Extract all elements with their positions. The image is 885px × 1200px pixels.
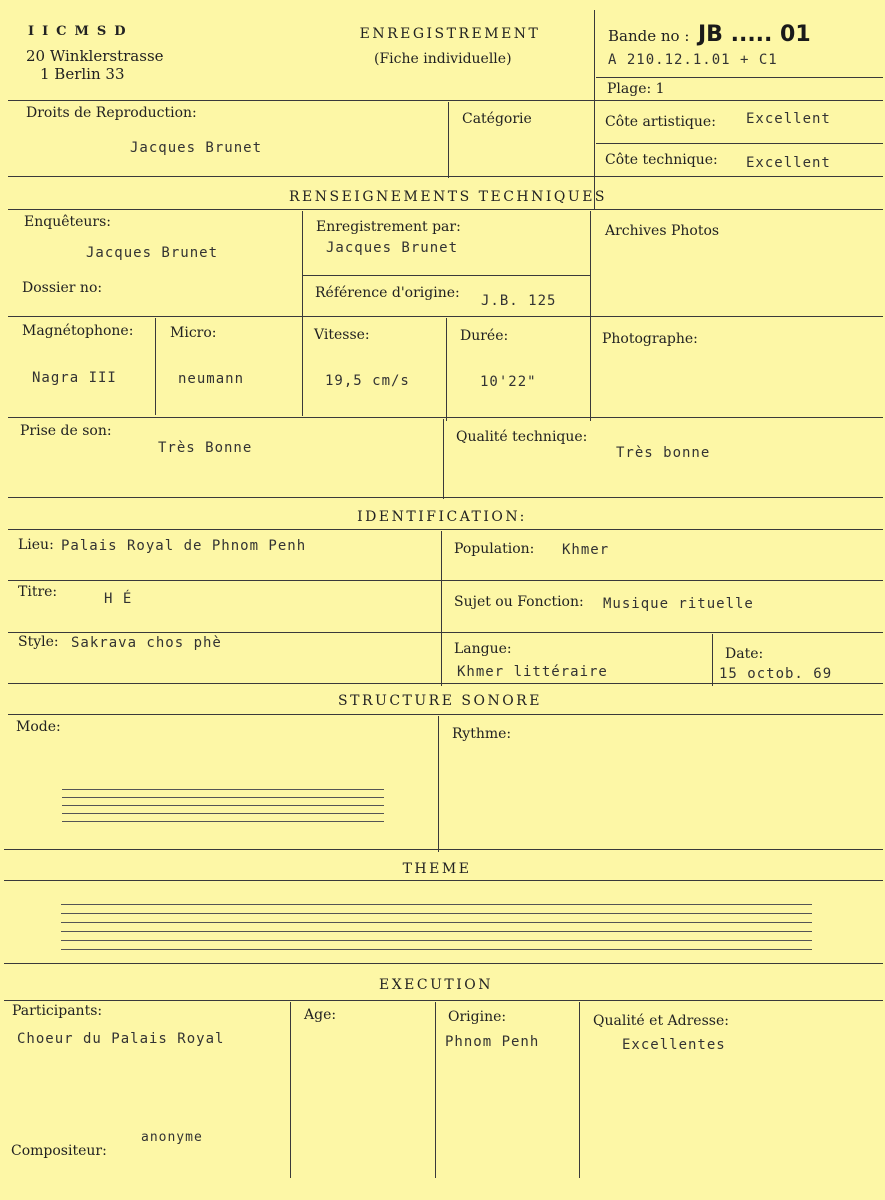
section-identification: IDENTIFICATION: — [357, 509, 527, 525]
divider — [290, 1002, 291, 1178]
card-subtitle: (Fiche individuelle) — [374, 51, 512, 67]
divider — [596, 77, 883, 78]
reference-label: Référence d'origine: — [315, 285, 460, 301]
divider — [443, 419, 444, 499]
section-theme: THEME — [402, 861, 472, 877]
qualite-value: Très bonne — [616, 445, 711, 461]
divider — [438, 716, 439, 852]
participants-label: Participants: — [12, 1003, 103, 1019]
qualite-adresse-label: Qualité et Adresse: — [593, 1013, 729, 1029]
enregistrement-par-value: Jacques Brunet — [326, 240, 459, 256]
divider — [8, 176, 883, 177]
bande-value: JB ..... 01 — [698, 22, 811, 47]
magnetophone-label: Magnétophone: — [22, 323, 134, 339]
bande-label: Bande no : — [608, 27, 690, 45]
divider — [8, 100, 883, 101]
staff-line — [62, 805, 384, 806]
staff-line — [61, 949, 812, 950]
divider — [441, 531, 442, 686]
lieu-value: Palais Royal de Phnom Penh — [61, 538, 307, 554]
vitesse-label: Vitesse: — [314, 327, 370, 343]
titre-label: Titre: — [18, 584, 58, 600]
prise-value: Très Bonne — [158, 440, 253, 456]
compositeur-label: Compositeur: — [11, 1143, 107, 1159]
staff-line — [62, 821, 384, 822]
divider — [8, 417, 883, 418]
divider — [446, 318, 447, 421]
divider — [4, 849, 883, 850]
divider — [579, 1002, 580, 1178]
staff-line — [61, 913, 812, 914]
divider — [8, 529, 883, 530]
duree-value: 10'22" — [480, 374, 537, 390]
divider — [8, 497, 883, 498]
divider — [594, 10, 595, 210]
cote-artistique-value: Excellent — [746, 111, 831, 127]
address-line-2: 1 Berlin 33 — [40, 65, 125, 83]
divider — [4, 880, 883, 881]
divider — [712, 634, 713, 686]
staff-line — [62, 797, 384, 798]
duree-label: Durée: — [460, 328, 509, 344]
reference-value: J.B. 125 — [481, 293, 557, 309]
enregistrement-par-label: Enregistrement par: — [316, 219, 461, 235]
dossier-label: Dossier no: — [22, 280, 103, 296]
titre-value: H É — [104, 591, 133, 607]
sujet-label: Sujet ou Fonction: — [454, 594, 584, 610]
org-name: IICMSD — [28, 24, 134, 39]
divider — [302, 275, 590, 276]
divider — [596, 143, 883, 144]
staff-line — [61, 931, 812, 932]
cote-technique-value: Excellent — [746, 155, 831, 171]
categorie-label: Catégorie — [462, 111, 532, 127]
divider — [155, 318, 156, 415]
vitesse-value: 19,5 cm/s — [325, 373, 410, 389]
date-value: 15 octob. 69 — [719, 666, 833, 682]
section-renseignements: RENSEIGNEMENTS TECHNIQUES — [288, 189, 608, 205]
participants-value: Choeur du Palais Royal — [17, 1031, 225, 1047]
section-structure: STRUCTURE SONORE — [338, 693, 542, 709]
staff-line — [61, 940, 812, 941]
qualite-adresse-value: Excellentes — [622, 1037, 726, 1053]
age-label: Age: — [304, 1007, 337, 1023]
plage-label: Plage: 1 — [607, 81, 665, 97]
magnetophone-value: Nagra III — [32, 370, 117, 386]
date-label: Date: — [725, 646, 764, 662]
sujet-value: Musique rituelle — [603, 596, 754, 612]
langue-value: Khmer littéraire — [457, 664, 608, 680]
droits-value: Jacques Brunet — [130, 140, 263, 156]
style-value: Sakrava chos phè — [71, 635, 222, 651]
cote-technique-label: Côte technique: — [605, 152, 718, 168]
card-title: ENREGISTREMENT — [359, 26, 541, 42]
photographe-label: Photographe: — [602, 331, 698, 347]
divider — [448, 102, 449, 178]
bande-code: A 210.12.1.01 + C1 — [608, 52, 778, 68]
qualite-label: Qualité technique: — [456, 429, 588, 445]
langue-label: Langue: — [454, 641, 512, 657]
staff-line — [62, 789, 384, 790]
population-label: Population: — [454, 541, 535, 557]
divider — [8, 683, 883, 684]
divider — [8, 580, 883, 581]
prise-label: Prise de son: — [20, 423, 112, 439]
staff-line — [61, 904, 812, 905]
micro-label: Micro: — [170, 325, 217, 341]
mode-label: Mode: — [16, 719, 61, 735]
staff-line — [62, 813, 384, 814]
address-line-1: 20 Winklerstrasse — [26, 47, 164, 65]
cote-artistique-label: Côte artistique: — [605, 114, 716, 130]
divider — [8, 209, 883, 210]
micro-value: neumann — [178, 371, 245, 387]
population-value: Khmer — [562, 542, 610, 558]
origine-label: Origine: — [448, 1009, 507, 1025]
section-execution: EXECUTION — [378, 977, 494, 993]
style-label: Style: — [18, 634, 59, 650]
divider — [8, 714, 883, 715]
rythme-label: Rythme: — [452, 726, 512, 742]
archives-label: Archives Photos — [605, 223, 720, 239]
lieu-label: Lieu: — [18, 537, 54, 553]
divider — [435, 1002, 436, 1178]
compositeur-value: anonyme — [141, 1130, 203, 1145]
droits-label: Droits de Reproduction: — [26, 105, 197, 121]
divider — [4, 963, 883, 964]
divider — [302, 211, 303, 416]
divider — [4, 1000, 883, 1001]
divider — [8, 632, 883, 633]
enqueteurs-label: Enquêteurs: — [24, 214, 112, 230]
enqueteurs-value: Jacques Brunet — [86, 245, 219, 261]
staff-line — [61, 922, 812, 923]
origine-value: Phnom Penh — [445, 1034, 540, 1050]
